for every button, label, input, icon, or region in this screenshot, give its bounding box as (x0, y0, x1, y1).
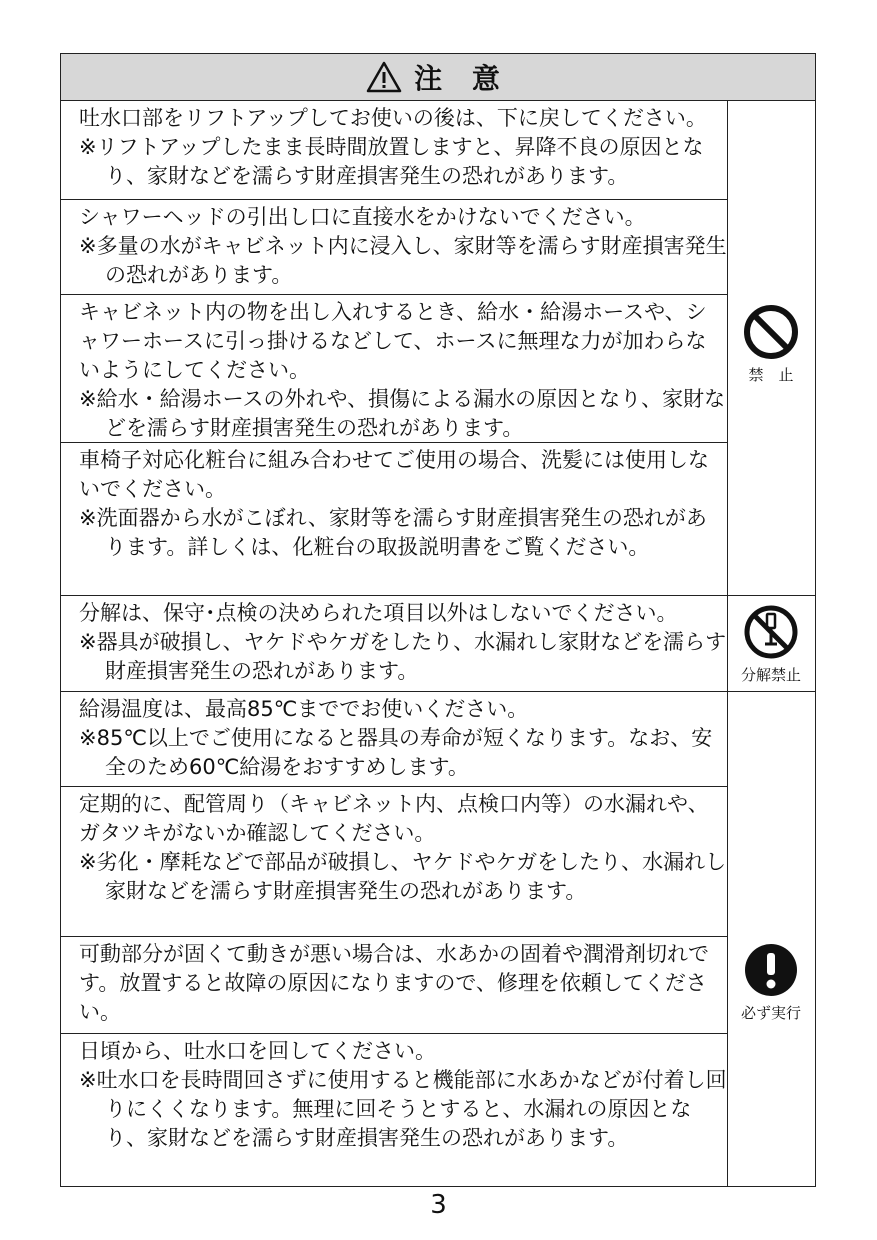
caution-item-1 (61, 101, 727, 199)
symbol-divider (727, 595, 815, 596)
caution-item-7 (61, 786, 727, 936)
mandatory-action-icon (743, 942, 799, 998)
caution-table (60, 53, 816, 1187)
item-main-text: 定期的に、配管周り（キャビネット内、点検口内等）の水漏れや、ガタツキがないか確認してください。 (79, 792, 709, 845)
caution-item-3 (61, 294, 727, 442)
mandatory-label: 必ず実行 (740, 1004, 801, 1022)
no-disassembly-label: 分解禁止 (740, 666, 801, 684)
no-disassembly-icon (743, 604, 799, 660)
prohibited-symbol (727, 304, 815, 385)
item-main-text: 分解は、保守･点検の決められた項目以外はしないでください。 (79, 601, 678, 625)
item-main-text: キャビネット内の物を出し入れするとき、給水・給湯ホースや、シャワーホースに引っ掛けるなどして、ホースに無理な力が加わらないようにしてください。 (79, 300, 707, 382)
symbol-divider (727, 691, 815, 692)
prohibited-label: 禁 止 (748, 366, 794, 384)
caution-item-5 (61, 595, 727, 691)
warning-triangle-icon (366, 61, 402, 93)
item-main-text: 日頃から、吐水口を回してください。 (79, 1039, 436, 1063)
caution-item-6 (61, 691, 727, 786)
item-main-text: 車椅子対応化粧台に組み合わせてご使用の場合、洗髪には使用しないでください。 (79, 448, 709, 501)
caution-item-9 (61, 1033, 727, 1186)
page-number: 3 (430, 1190, 447, 1220)
item-main-text: シャワーヘッドの引出し口に直接水をかけないでください。 (79, 205, 646, 229)
prohibited-icon (743, 304, 799, 360)
item-note-text: ※85℃以上でご使用になると器具の寿命が短くなります。なお、安全のため60℃給湯をおすすめします。 (79, 726, 713, 779)
item-main-text: 吐水口部をリフトアップしてお使いの後は、下に戻してください。 (79, 106, 707, 130)
caution-item-4 (61, 442, 727, 595)
caution-item-8 (61, 936, 727, 1033)
item-note-text: ※器具が破損し、ヤケドやケガをしたり、水漏れし家財などを濡らす財産損害発生の恐れがあります。 (79, 630, 727, 683)
item-note-text: ※多量の水がキャビネット内に浸入し、家財等を濡らす財産損害発生の恐れがあります。 (79, 234, 727, 287)
caution-title: 注 意 (414, 62, 510, 95)
caution-header (61, 54, 815, 101)
mandatory-symbol (727, 942, 815, 1023)
item-note-text: ※給水・給湯ホースの外れや、損傷による漏水の原因となり、家財などを濡らす財産損害発生の恐れがあります。 (79, 387, 726, 440)
item-note-text: ※劣化・摩耗などで部品が破損し、ヤケドやケガをしたり、水漏れし家財などを濡らす財産損害発生の恐れがあります。 (79, 850, 727, 903)
item-main-text: 給湯温度は、最高85℃まででお使いください。 (79, 697, 529, 721)
item-note-text: ※吐水口を長時間回さずに使用すると機能部に水あかなどが付着し回りにくくなります。無理に回そうとすると、水漏れの原因となり、家財などを濡らす財産損害発生の恐れがあります。 (79, 1068, 727, 1150)
no-disassembly-symbol (727, 604, 815, 685)
item-note-text: ※リフトアップしたまま長時間放置しますと、昇降不良の原因となり、家財などを濡らす財産損害発生の恐れがあります。 (79, 135, 704, 188)
item-note-text: ※洗面器から水がこぼれ、家財等を濡らす財産損害発生の恐れがあります。詳しくは、化粧台の取扱説明書をご覧ください。 (79, 506, 707, 559)
item-main-text: 可動部分が固くて動きが悪い場合は、水あかの固着や潤滑剤切れです。放置すると故障の原因になりますので、修理を依頼してください。 (79, 942, 709, 1024)
caution-item-2 (61, 199, 727, 294)
